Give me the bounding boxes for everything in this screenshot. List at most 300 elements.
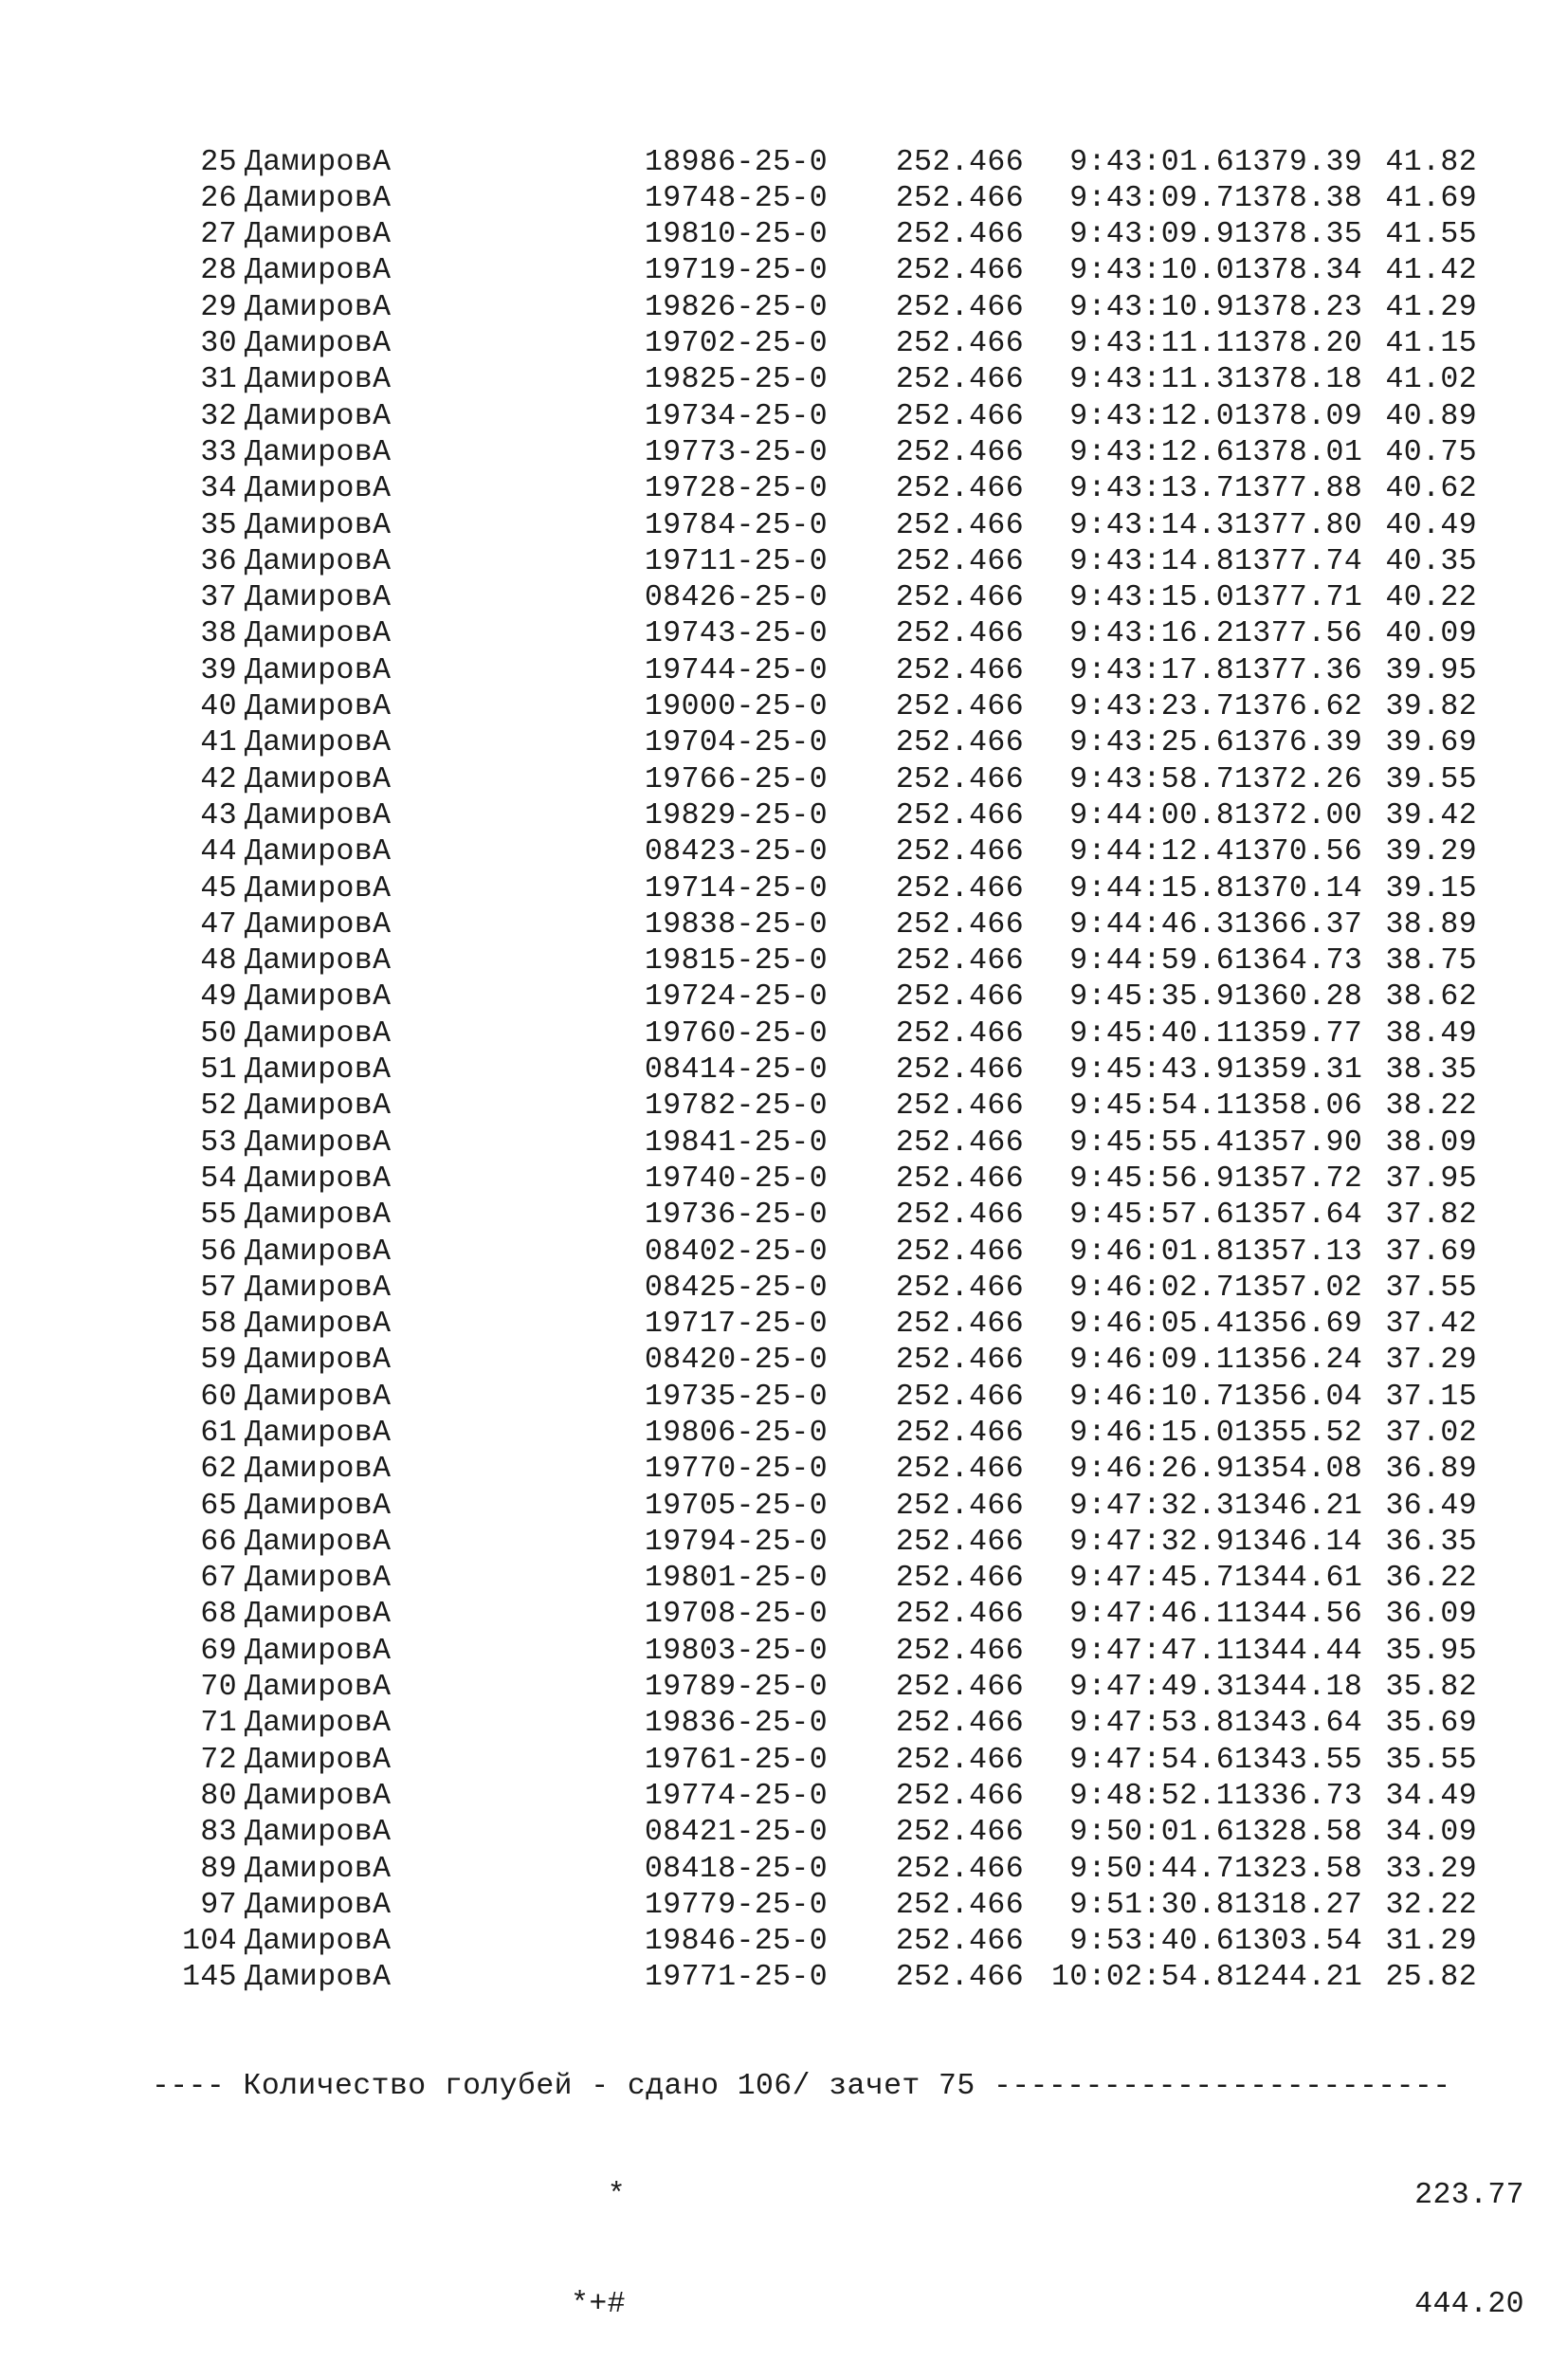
cell-speed: 1356.24 [1234, 1344, 1363, 1378]
cell-speed: 1364.73 [1234, 944, 1363, 979]
cell-speed: 1378.34 [1234, 254, 1363, 288]
cell-ring: 19705-25-0 [645, 1489, 829, 1523]
cell-points: 37.29 [1385, 1344, 1477, 1378]
cell-distance: 252.466 [895, 1162, 1024, 1196]
cell-time: 9:45:43.9 [1069, 1053, 1234, 1088]
table-row [152, 1960, 1524, 1996]
cell-name: ДамировА [245, 1707, 392, 1741]
cell-rank: 29 [200, 290, 237, 324]
cell-time: 9:43:23.7 [1069, 690, 1234, 724]
table-row [152, 1779, 1524, 1815]
cell-ring: 19773-25-0 [645, 435, 829, 469]
cell-rank: 38 [200, 617, 237, 651]
cell-distance: 252.466 [895, 1416, 1024, 1450]
cell-time: 9:43:14.8 [1069, 544, 1234, 578]
cell-rank: 43 [200, 798, 237, 832]
cell-rank: 54 [200, 1162, 237, 1196]
cell-rank: 53 [200, 1125, 237, 1160]
cell-distance: 252.466 [895, 399, 1024, 433]
table-row [152, 1089, 1524, 1125]
cell-distance: 252.466 [895, 1198, 1024, 1233]
cell-ring: 19736-25-0 [645, 1198, 829, 1233]
cell-name: ДамировА [245, 1308, 392, 1342]
cell-distance: 252.466 [895, 1779, 1024, 1813]
table-row [152, 290, 1524, 326]
cell-ring: 19743-25-0 [645, 617, 829, 651]
cell-time: 9:47:53.8 [1069, 1707, 1234, 1741]
cell-time: 9:43:10.9 [1069, 290, 1234, 324]
cell-speed: 1357.13 [1234, 1235, 1363, 1269]
cell-rank: 51 [200, 1053, 237, 1088]
table-row [152, 145, 1524, 181]
cell-speed: 1366.37 [1234, 907, 1363, 942]
cell-points: 41.42 [1385, 254, 1477, 288]
cell-points: 37.95 [1385, 1162, 1477, 1196]
cell-time: 9:47:45.7 [1069, 1562, 1234, 1596]
cell-distance: 252.466 [895, 871, 1024, 906]
cell-time: 9:43:09.7 [1069, 181, 1234, 215]
cell-name: ДамировА [245, 1961, 392, 1995]
cell-points: 38.35 [1385, 1053, 1477, 1088]
cell-time: 9:43:15.0 [1069, 581, 1234, 615]
cell-points: 35.55 [1385, 1743, 1477, 1777]
cell-rank: 39 [200, 653, 237, 687]
cell-speed: 1360.28 [1234, 980, 1363, 1015]
cell-ring: 19825-25-0 [645, 363, 829, 397]
cell-name: ДамировА [245, 1235, 392, 1269]
cell-ring: 19704-25-0 [645, 726, 829, 760]
cell-ring: 19728-25-0 [645, 472, 829, 506]
cell-distance: 252.466 [895, 1053, 1024, 1088]
cell-distance: 252.466 [895, 1925, 1024, 1959]
cell-distance: 252.466 [895, 1489, 1024, 1523]
cell-rank: 27 [200, 218, 237, 252]
table-row [152, 399, 1524, 435]
cell-distance: 252.466 [895, 1816, 1024, 1850]
cell-name: ДамировА [245, 1489, 392, 1523]
cell-rank: 52 [200, 1089, 237, 1124]
cell-ring: 19829-25-0 [645, 798, 829, 832]
cell-name: ДамировА [245, 1453, 392, 1487]
cell-distance: 252.466 [895, 1525, 1024, 1559]
cell-rank: 65 [200, 1489, 237, 1523]
cell-ring: 19760-25-0 [645, 1016, 829, 1051]
cell-time: 9:43:25.6 [1069, 726, 1234, 760]
cell-time: 9:47:32.9 [1069, 1525, 1234, 1559]
summary-value: 223.77 [1414, 2179, 1524, 2213]
cell-points: 36.35 [1385, 1525, 1477, 1559]
cell-rank: 31 [200, 363, 237, 397]
table-row [152, 217, 1524, 253]
cell-name: ДамировА [245, 726, 392, 760]
cell-name: ДамировА [245, 1634, 392, 1668]
cell-ring: 19766-25-0 [645, 762, 829, 796]
table-row [152, 1198, 1524, 1234]
cell-distance: 252.466 [895, 1634, 1024, 1668]
cell-name: ДамировА [245, 1416, 392, 1450]
cell-rank: 70 [200, 1671, 237, 1705]
cell-distance: 252.466 [895, 435, 1024, 469]
cell-points: 41.02 [1385, 363, 1477, 397]
cell-rank: 37 [200, 581, 237, 615]
cell-distance: 252.466 [895, 1598, 1024, 1632]
summary-marker: * [607, 2179, 626, 2213]
cell-distance: 252.466 [895, 472, 1024, 506]
cell-points: 34.09 [1385, 1816, 1477, 1850]
cell-points: 34.49 [1385, 1779, 1477, 1813]
cell-points: 37.02 [1385, 1416, 1477, 1450]
cell-ring: 19748-25-0 [645, 181, 829, 215]
table-row [152, 1924, 1524, 1960]
cell-name: ДамировА [245, 1162, 392, 1196]
cell-ring: 19719-25-0 [645, 254, 829, 288]
cell-distance: 252.466 [895, 907, 1024, 942]
cell-ring: 19810-25-0 [645, 218, 829, 252]
cell-points: 41.69 [1385, 181, 1477, 215]
cell-points: 39.69 [1385, 726, 1477, 760]
cell-speed: 1357.64 [1234, 1198, 1363, 1233]
cell-ring: 19841-25-0 [645, 1125, 829, 1160]
cell-rank: 57 [200, 1271, 237, 1305]
table-row [152, 907, 1524, 943]
cell-distance: 252.466 [895, 1089, 1024, 1124]
cell-speed: 1378.23 [1234, 290, 1363, 324]
cell-rank: 83 [200, 1816, 237, 1850]
table-row [152, 1452, 1524, 1488]
table-row [152, 1561, 1524, 1597]
cell-time: 9:43:10.0 [1069, 254, 1234, 288]
cell-name: ДамировА [245, 907, 392, 942]
cell-name: ДамировА [245, 181, 392, 215]
cell-distance: 252.466 [895, 1235, 1024, 1269]
table-row [152, 508, 1524, 544]
cell-time: 9:45:54.1 [1069, 1089, 1234, 1124]
cell-time: 9:44:00.8 [1069, 798, 1234, 832]
cell-rank: 67 [200, 1562, 237, 1596]
cell-time: 9:47:32.3 [1069, 1489, 1234, 1523]
cell-rank: 48 [200, 944, 237, 979]
cell-name: ДамировА [245, 944, 392, 979]
cell-distance: 252.466 [895, 726, 1024, 760]
cell-rank: 40 [200, 690, 237, 724]
cell-speed: 1344.61 [1234, 1562, 1363, 1596]
cell-rank: 49 [200, 980, 237, 1015]
results-table [152, 72, 1524, 2360]
cell-distance: 252.466 [895, 617, 1024, 651]
cell-points: 31.29 [1385, 1925, 1477, 1959]
cell-points: 39.55 [1385, 762, 1477, 796]
cell-rank: 34 [200, 472, 237, 506]
cell-name: ДамировА [245, 980, 392, 1015]
cell-name: ДамировА [245, 1380, 392, 1414]
cell-speed: 1336.73 [1234, 1779, 1363, 1813]
cell-rank: 25 [200, 145, 237, 179]
cell-ring: 19734-25-0 [645, 399, 829, 433]
cell-points: 38.75 [1385, 944, 1477, 979]
cell-speed: 1378.38 [1234, 181, 1363, 215]
cell-rank: 30 [200, 327, 237, 361]
cell-time: 9:46:01.8 [1069, 1235, 1234, 1269]
table-row [152, 943, 1524, 979]
cell-rank: 62 [200, 1453, 237, 1487]
cell-ring: 19789-25-0 [645, 1671, 829, 1705]
cell-distance: 252.466 [895, 1562, 1024, 1596]
cell-points: 36.09 [1385, 1598, 1477, 1632]
cell-points: 38.22 [1385, 1089, 1477, 1124]
cell-rank: 35 [200, 508, 237, 542]
cell-distance: 252.466 [895, 762, 1024, 796]
cell-name: ДамировА [245, 1888, 392, 1922]
cell-speed: 1376.39 [1234, 726, 1363, 760]
cell-rank: 28 [200, 254, 237, 288]
cell-distance: 252.466 [895, 181, 1024, 215]
cell-speed: 1379.39 [1234, 145, 1363, 179]
cell-ring: 19801-25-0 [645, 1562, 829, 1596]
cell-speed: 1370.56 [1234, 835, 1363, 869]
cell-points: 36.89 [1385, 1453, 1477, 1487]
cell-speed: 1377.74 [1234, 544, 1363, 578]
cell-speed: 1377.36 [1234, 653, 1363, 687]
cell-time: 9:43:11.3 [1069, 363, 1234, 397]
table-row [152, 580, 1524, 616]
cell-speed: 1359.77 [1234, 1016, 1363, 1051]
cell-speed: 1378.18 [1234, 363, 1363, 397]
cell-points: 41.15 [1385, 327, 1477, 361]
cell-distance: 252.466 [895, 944, 1024, 979]
cell-points: 40.35 [1385, 544, 1477, 578]
cell-points: 35.82 [1385, 1671, 1477, 1705]
cell-distance: 252.466 [895, 798, 1024, 832]
table-row [152, 253, 1524, 289]
cell-time: 9:46:09.1 [1069, 1344, 1234, 1378]
cell-ring: 19761-25-0 [645, 1743, 829, 1777]
table-row [152, 1525, 1524, 1561]
cell-ring: 19836-25-0 [645, 1707, 829, 1741]
cell-ring: 19711-25-0 [645, 544, 829, 578]
cell-speed: 1355.52 [1234, 1416, 1363, 1450]
cell-points: 37.15 [1385, 1380, 1477, 1414]
table-row [152, 871, 1524, 907]
cell-speed: 1357.90 [1234, 1125, 1363, 1160]
cell-time: 9:43:58.7 [1069, 762, 1234, 796]
cell-time: 9:47:47.1 [1069, 1634, 1234, 1668]
cell-rank: 71 [200, 1707, 237, 1741]
cell-ring: 19803-25-0 [645, 1634, 829, 1668]
cell-name: ДамировА [245, 254, 392, 288]
table-row [152, 1670, 1524, 1706]
cell-time: 9:46:10.7 [1069, 1380, 1234, 1414]
cell-speed: 1357.72 [1234, 1162, 1363, 1196]
cell-speed: 1377.56 [1234, 617, 1363, 651]
cell-time: 9:44:12.4 [1069, 835, 1234, 869]
cell-points: 41.29 [1385, 290, 1477, 324]
cell-speed: 1344.44 [1234, 1634, 1363, 1668]
table-row [152, 689, 1524, 725]
cell-name: ДамировА [245, 798, 392, 832]
cell-time: 9:43:01.6 [1069, 145, 1234, 179]
cell-points: 37.69 [1385, 1235, 1477, 1269]
table-row [152, 979, 1524, 1015]
cell-time: 9:51:30.8 [1069, 1888, 1234, 1922]
cell-name: ДамировА [245, 1925, 392, 1959]
cell-name: ДамировА [245, 1089, 392, 1124]
cell-time: 9:43:11.1 [1069, 327, 1234, 361]
cell-ring: 19714-25-0 [645, 871, 829, 906]
table-row [152, 1597, 1524, 1633]
cell-rank: 80 [200, 1779, 237, 1813]
cell-ring: 19744-25-0 [645, 653, 829, 687]
cell-time: 9:45:55.4 [1069, 1125, 1234, 1160]
cell-ring: 19846-25-0 [645, 1925, 829, 1959]
cell-rank: 33 [200, 435, 237, 469]
cell-rank: 59 [200, 1344, 237, 1378]
cell-ring: 19815-25-0 [645, 944, 829, 979]
cell-speed: 1377.88 [1234, 472, 1363, 506]
cell-ring: 19838-25-0 [645, 907, 829, 942]
cell-time: 9:43:16.2 [1069, 617, 1234, 651]
cell-distance: 252.466 [895, 1743, 1024, 1777]
cell-speed: 1323.58 [1234, 1852, 1363, 1886]
cell-name: ДамировА [245, 1562, 392, 1596]
cell-distance: 252.466 [895, 145, 1024, 179]
cell-rank: 104 [182, 1925, 237, 1959]
cell-distance: 252.466 [895, 1016, 1024, 1051]
cell-speed: 1357.02 [1234, 1271, 1363, 1305]
cell-distance: 252.466 [895, 218, 1024, 252]
cell-time: 9:45:35.9 [1069, 980, 1234, 1015]
cell-time: 9:53:40.6 [1069, 1925, 1234, 1959]
cell-rank: 47 [200, 907, 237, 942]
cell-time: 9:44:59.6 [1069, 944, 1234, 979]
cell-distance: 252.466 [895, 327, 1024, 361]
cell-points: 39.15 [1385, 871, 1477, 906]
cell-points: 35.69 [1385, 1707, 1477, 1741]
table-row [152, 1125, 1524, 1162]
cell-rank: 42 [200, 762, 237, 796]
cell-speed: 1378.20 [1234, 327, 1363, 361]
cell-points: 36.49 [1385, 1489, 1477, 1523]
cell-time: 9:45:57.6 [1069, 1198, 1234, 1233]
cell-name: ДамировА [245, 290, 392, 324]
table-row [152, 1235, 1524, 1271]
cell-distance: 252.466 [895, 690, 1024, 724]
table-row [152, 1743, 1524, 1779]
cell-rank: 55 [200, 1198, 237, 1233]
cell-distance: 252.466 [895, 1888, 1024, 1922]
cell-speed: 1370.14 [1234, 871, 1363, 906]
cell-speed: 1372.00 [1234, 798, 1363, 832]
cell-name: ДамировА [245, 1271, 392, 1305]
table-row [152, 435, 1524, 471]
cell-rank: 72 [200, 1743, 237, 1777]
cell-distance: 252.466 [895, 1671, 1024, 1705]
table-row [152, 1307, 1524, 1343]
table-row [152, 1416, 1524, 1452]
cell-time: 9:46:15.0 [1069, 1416, 1234, 1450]
cell-distance: 252.466 [895, 290, 1024, 324]
cell-name: ДамировА [245, 1344, 392, 1378]
cell-name: ДамировА [245, 1852, 392, 1886]
cell-time: 10:02:54.8 [1050, 1961, 1234, 1995]
cell-time: 9:47:54.6 [1069, 1743, 1234, 1777]
cell-name: ДамировА [245, 1671, 392, 1705]
cell-points: 25.82 [1385, 1961, 1477, 1995]
cell-ring: 19000-25-0 [645, 690, 829, 724]
cell-name: ДамировА [245, 508, 392, 542]
table-row [152, 1815, 1524, 1851]
cell-points: 40.62 [1385, 472, 1477, 506]
cell-speed: 1359.31 [1234, 1053, 1363, 1088]
table-row [152, 181, 1524, 217]
cell-speed: 1356.69 [1234, 1308, 1363, 1342]
table-row [152, 762, 1524, 798]
table-row [152, 544, 1524, 580]
cell-speed: 1344.56 [1234, 1598, 1363, 1632]
cell-name: ДамировА [245, 653, 392, 687]
cell-points: 38.62 [1385, 980, 1477, 1015]
cell-rank: 32 [200, 399, 237, 433]
table-row [152, 326, 1524, 362]
cell-rank: 56 [200, 1235, 237, 1269]
table-row [152, 1343, 1524, 1379]
cell-time: 9:50:44.7 [1069, 1852, 1234, 1886]
cell-points: 40.89 [1385, 399, 1477, 433]
cell-name: ДамировА [245, 1125, 392, 1160]
cell-ring: 08402-25-0 [645, 1235, 829, 1269]
cell-rank: 66 [200, 1525, 237, 1559]
cell-speed: 1344.18 [1234, 1671, 1363, 1705]
cell-points: 33.29 [1385, 1852, 1477, 1886]
cell-speed: 1328.58 [1234, 1816, 1363, 1850]
table-row [152, 1489, 1524, 1525]
cell-name: ДамировА [245, 1743, 392, 1777]
table-row [152, 1016, 1524, 1052]
cell-ring: 19702-25-0 [645, 327, 829, 361]
cell-ring: 19774-25-0 [645, 1779, 829, 1813]
cell-ring: 08423-25-0 [645, 835, 829, 869]
cell-ring: 19794-25-0 [645, 1525, 829, 1559]
cell-time: 9:44:15.8 [1069, 871, 1234, 906]
cell-name: ДамировА [245, 581, 392, 615]
cell-name: ДамировА [245, 218, 392, 252]
cell-distance: 252.466 [895, 1852, 1024, 1886]
cell-speed: 1244.21 [1234, 1961, 1363, 1995]
table-row [152, 1634, 1524, 1670]
cell-time: 9:43:12.6 [1069, 435, 1234, 469]
cell-time: 9:46:26.9 [1069, 1453, 1234, 1487]
cell-points: 40.09 [1385, 617, 1477, 651]
cell-speed: 1372.26 [1234, 762, 1363, 796]
cell-time: 9:47:49.3 [1069, 1671, 1234, 1705]
cell-ring: 08421-25-0 [645, 1816, 829, 1850]
cell-speed: 1346.21 [1234, 1489, 1363, 1523]
cell-ring: 19806-25-0 [645, 1416, 829, 1450]
table-row [152, 653, 1524, 689]
cell-speed: 1343.64 [1234, 1707, 1363, 1741]
cell-points: 40.49 [1385, 508, 1477, 542]
summary-marker: *+# [571, 2288, 626, 2322]
cell-rank: 61 [200, 1416, 237, 1450]
cell-points: 41.55 [1385, 218, 1477, 252]
cell-time: 9:43:12.0 [1069, 399, 1234, 433]
cell-rank: 60 [200, 1380, 237, 1414]
cell-time: 9:45:40.1 [1069, 1016, 1234, 1051]
cell-name: ДамировА [245, 435, 392, 469]
cell-distance: 252.466 [895, 508, 1024, 542]
cell-name: ДамировА [245, 472, 392, 506]
cell-time: 9:43:14.3 [1069, 508, 1234, 542]
cell-distance: 252.466 [895, 1125, 1024, 1160]
